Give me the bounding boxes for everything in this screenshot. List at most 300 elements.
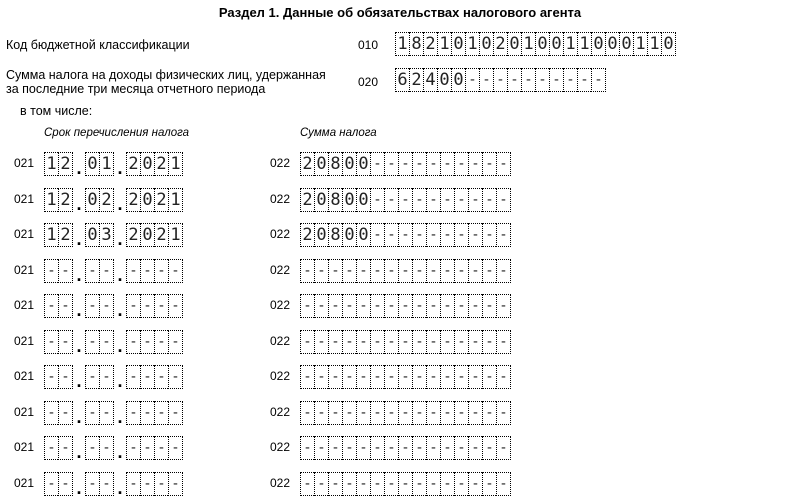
day-digit-cell[interactable]: 2 [58,188,73,212]
month-digit-cell[interactable]: - [85,330,99,354]
payment-date-field[interactable] [44,152,183,176]
month-digit-cell[interactable]: - [99,401,114,425]
amount-digit-cell[interactable]: - [440,365,454,389]
year-digit-cell[interactable]: - [126,294,140,318]
kbk-digit-cell[interactable]: 0 [549,32,563,56]
amount-digit-cell[interactable]: - [398,365,412,389]
date-line-code: 021 [14,475,35,490]
year-digit-cell[interactable]: - [154,436,168,460]
tax-sum-digit-cell[interactable]: - [549,68,563,92]
amount-digit-cell[interactable]: - [454,223,468,247]
amount-digit-cell[interactable]: 2 [300,152,314,176]
amount-digit-cell[interactable]: - [412,152,426,176]
amount-digit-cell[interactable]: - [384,365,398,389]
day-digit-cell[interactable]: 1 [44,152,58,176]
amount-digit-cell[interactable]: 0 [314,188,328,212]
amount-digit-cell[interactable]: - [412,330,426,354]
year-digit-cell[interactable]: 0 [140,223,154,247]
amount-digit-cell[interactable]: - [482,223,496,247]
amount-digit-cell[interactable]: - [398,472,412,496]
payment-amount-field[interactable] [300,259,511,283]
amount-digit-cell[interactable]: - [440,223,454,247]
tax-sum-digit-cell[interactable]: - [563,68,577,92]
amount-digit-cell[interactable]: - [412,436,426,460]
amount-digit-cell[interactable]: - [300,365,314,389]
payment-date-field[interactable] [44,330,183,354]
amount-digit-cell[interactable]: - [398,294,412,318]
amount-digit-cell[interactable]: - [398,330,412,354]
tax-sum-digit-cell[interactable]: - [591,68,606,92]
amount-digit-cell[interactable]: - [370,294,384,318]
amount-digit-cell[interactable]: - [398,223,412,247]
amount-digit-cell[interactable]: - [454,259,468,283]
amount-digit-cell[interactable]: - [412,188,426,212]
amount-digit-cell[interactable]: - [370,223,384,247]
amount-digit-cell[interactable]: - [496,259,511,283]
month-digit-cell[interactable]: 0 [85,188,99,212]
amount-digit-cell[interactable]: - [384,294,398,318]
amount-digit-cell[interactable]: - [314,259,328,283]
amount-digit-cell[interactable]: - [468,188,482,212]
payment-date-field[interactable] [44,188,183,212]
day-digit-cell[interactable]: 2 [58,223,73,247]
kbk-digit-cell[interactable]: 2 [493,32,507,56]
year-digit-cell[interactable]: - [140,365,154,389]
kbk-digit-cell[interactable]: 8 [409,32,423,56]
amount-digit-cell[interactable]: - [496,223,511,247]
payment-date-field[interactable] [44,436,183,460]
month-digit-cell[interactable]: - [85,259,99,283]
amount-digit-cell[interactable]: - [496,436,511,460]
year-digit-cell[interactable]: - [154,365,168,389]
month-digit-cell[interactable]: 3 [99,223,114,247]
amount-digit-cell[interactable]: - [300,259,314,283]
amount-digit-cell[interactable]: - [482,152,496,176]
day-digit-cell[interactable]: - [44,436,58,460]
year-digit-cell[interactable]: 2 [154,152,168,176]
amount-digit-cell[interactable]: - [412,259,426,283]
amount-digit-cell[interactable]: 0 [356,152,370,176]
amount-digit-cell[interactable]: - [454,436,468,460]
amount-digit-cell[interactable]: - [370,330,384,354]
kbk-digit-cell[interactable]: 0 [535,32,549,56]
amount-digit-cell[interactable]: - [342,330,356,354]
amount-digit-cell[interactable]: - [482,401,496,425]
amount-digit-cell[interactable]: - [398,401,412,425]
day-digit-cell[interactable]: - [44,330,58,354]
kbk-digit-cell[interactable]: 2 [423,32,437,56]
year-digit-cell[interactable]: - [168,259,183,283]
amount-digit-cell[interactable]: 0 [356,223,370,247]
amount-digit-cell[interactable]: - [426,401,440,425]
amount-digit-cell[interactable]: - [454,401,468,425]
tax-sum-digit-cell[interactable]: 0 [451,68,465,92]
amount-digit-cell[interactable]: - [398,188,412,212]
month-digit-cell[interactable]: - [99,365,114,389]
amount-digit-cell[interactable]: - [300,294,314,318]
year-digit-cell[interactable]: - [154,259,168,283]
amount-digit-cell[interactable]: - [314,330,328,354]
year-digit-cell[interactable]: - [140,472,154,496]
day-digit-cell[interactable]: - [44,259,58,283]
amount-digit-cell[interactable]: - [342,401,356,425]
amount-digit-cell[interactable]: - [482,259,496,283]
year-digit-cell[interactable]: 1 [168,152,183,176]
amount-digit-cell[interactable]: - [412,294,426,318]
payment-amount-field[interactable] [300,436,511,460]
payment-date-field[interactable] [44,223,183,247]
month-digit-cell[interactable]: 1 [99,152,114,176]
amount-digit-cell[interactable]: - [440,472,454,496]
amount-digit-cell[interactable]: - [454,294,468,318]
day-digit-cell[interactable]: - [58,294,73,318]
amount-digit-cell[interactable]: - [496,365,511,389]
tax-sum-digit-cell[interactable]: - [577,68,591,92]
amount-digit-cell[interactable]: - [384,259,398,283]
year-digit-cell[interactable]: - [168,365,183,389]
amount-digit-cell[interactable]: 8 [328,223,342,247]
month-digit-cell[interactable]: - [85,472,99,496]
amount-digit-cell[interactable]: - [426,223,440,247]
year-digit-cell[interactable]: - [154,472,168,496]
amount-digit-cell[interactable]: - [426,294,440,318]
amount-digit-cell[interactable]: 8 [328,188,342,212]
amount-digit-cell[interactable]: - [370,152,384,176]
year-digit-cell[interactable]: - [140,294,154,318]
amount-digit-cell[interactable]: - [440,188,454,212]
amount-digit-cell[interactable]: 0 [314,152,328,176]
kbk-digit-cell[interactable]: 1 [395,32,409,56]
day-digit-cell[interactable]: - [44,365,58,389]
kbk-field[interactable] [395,32,676,56]
amount-digit-cell[interactable]: - [482,472,496,496]
amount-digit-cell[interactable]: - [370,472,384,496]
year-digit-cell[interactable]: 2 [154,188,168,212]
amount-digit-cell[interactable]: - [328,472,342,496]
amount-digit-cell[interactable]: - [300,472,314,496]
amount-line-code: 022 [270,369,291,383]
month-digit-cell[interactable]: - [99,436,114,460]
amount-digit-cell[interactable]: - [370,365,384,389]
amount-digit-cell[interactable]: - [440,436,454,460]
year-digit-cell[interactable]: 2 [126,223,140,247]
amount-digit-cell[interactable]: 2 [300,223,314,247]
amount-digit-cell[interactable]: - [384,223,398,247]
tax-sum-digit-cell[interactable]: - [493,68,507,92]
year-digit-cell[interactable]: 1 [168,223,183,247]
year-digit-cell[interactable]: - [126,259,140,283]
amount-digit-cell[interactable]: - [328,294,342,318]
amount-digit-cell[interactable]: - [300,330,314,354]
amount-digit-cell[interactable]: - [412,401,426,425]
amount-digit-cell[interactable]: - [468,401,482,425]
amount-digit-cell[interactable]: - [426,472,440,496]
amount-digit-cell[interactable]: - [398,152,412,176]
date-line-code: 021 [14,191,35,206]
amount-digit-cell[interactable]: - [342,365,356,389]
amount-digit-cell[interactable]: - [314,472,328,496]
month-digit-cell[interactable]: - [85,365,99,389]
amount-digit-cell[interactable]: - [356,365,370,389]
payment-amount-field[interactable] [300,294,511,318]
amount-digit-cell[interactable]: - [356,294,370,318]
year-digit-cell[interactable]: - [168,436,183,460]
year-digit-cell[interactable]: 2 [154,223,168,247]
payment-amount-field[interactable] [300,188,511,212]
amount-digit-cell[interactable]: - [468,436,482,460]
payment-amount-field[interactable] [300,152,511,176]
month-digit-cell[interactable]: 2 [99,188,114,212]
amount-digit-cell[interactable]: - [356,436,370,460]
day-digit-cell[interactable]: 2 [58,152,73,176]
amount-digit-cell[interactable]: - [328,330,342,354]
amount-digit-cell[interactable]: - [426,436,440,460]
amount-digit-cell[interactable]: - [440,330,454,354]
amount-digit-cell[interactable]: - [468,294,482,318]
year-digit-cell[interactable]: 2 [126,152,140,176]
day-digit-cell[interactable]: - [58,436,73,460]
day-digit-cell[interactable]: - [58,472,73,496]
tax-sum-digit-cell[interactable]: 0 [437,68,451,92]
date-line-code: 021 [14,333,35,348]
amount-digit-cell[interactable]: - [468,330,482,354]
day-digit-cell[interactable]: 1 [44,188,58,212]
kbk-digit-cell[interactable]: 0 [619,32,633,56]
year-digit-cell[interactable]: - [126,436,140,460]
kbk-digit-cell[interactable]: 1 [563,32,577,56]
amount-digit-cell[interactable]: - [496,188,511,212]
amount-digit-cell[interactable]: - [482,330,496,354]
year-digit-cell[interactable]: - [126,330,140,354]
amount-digit-cell[interactable]: - [356,330,370,354]
year-digit-cell[interactable]: - [126,401,140,425]
year-digit-cell[interactable]: - [140,330,154,354]
amount-digit-cell[interactable]: - [384,472,398,496]
amount-digit-cell[interactable]: - [384,436,398,460]
amount-line-code: 022 [270,156,291,170]
amount-digit-cell[interactable]: - [356,259,370,283]
year-digit-cell[interactable]: - [154,330,168,354]
amount-digit-cell[interactable]: - [482,188,496,212]
day-digit-cell[interactable]: - [58,401,73,425]
amount-digit-cell[interactable]: - [412,472,426,496]
payment-row [0,434,800,462]
payment-amount-field[interactable] [300,401,511,425]
amount-digit-cell[interactable]: - [398,436,412,460]
kbk-digit-cell[interactable]: 0 [591,32,605,56]
year-digit-cell[interactable]: - [140,401,154,425]
amount-digit-cell[interactable]: - [412,365,426,389]
amount-digit-cell[interactable]: - [342,294,356,318]
amount-digit-cell[interactable]: - [482,436,496,460]
amount-digit-cell[interactable]: - [468,152,482,176]
date-separator: . [76,264,82,285]
amount-digit-cell[interactable]: - [328,436,342,460]
day-digit-cell[interactable]: 1 [44,223,58,247]
tax-sum-digit-cell[interactable]: - [465,68,479,92]
tax-sum-digit-cell[interactable]: - [479,68,493,92]
amount-digit-cell[interactable]: - [440,294,454,318]
amount-digit-cell[interactable]: - [412,223,426,247]
kbk-digit-cell[interactable]: 0 [507,32,521,56]
amount-digit-cell[interactable]: - [440,401,454,425]
amount-digit-cell[interactable]: - [468,365,482,389]
amount-digit-cell[interactable]: - [328,401,342,425]
amount-digit-cell[interactable]: - [454,330,468,354]
payment-date-field[interactable] [44,294,183,318]
amount-digit-cell[interactable]: - [314,436,328,460]
date-separator: . [76,335,82,356]
month-digit-cell[interactable]: 0 [85,152,99,176]
amount-digit-cell[interactable]: 0 [342,152,356,176]
kbk-digit-cell[interactable]: 1 [465,32,479,56]
amount-digit-cell[interactable]: - [314,365,328,389]
year-digit-cell[interactable]: - [154,401,168,425]
amount-digit-cell[interactable]: - [468,472,482,496]
amount-digit-cell[interactable]: - [328,365,342,389]
amount-digit-cell[interactable]: - [398,259,412,283]
day-digit-cell[interactable]: - [58,259,73,283]
year-digit-cell[interactable]: 0 [140,152,154,176]
month-digit-cell[interactable]: - [85,294,99,318]
amount-digit-cell[interactable]: - [426,365,440,389]
amount-digit-cell[interactable]: - [384,188,398,212]
payment-date-field[interactable] [44,259,183,283]
amount-digit-cell[interactable]: - [496,472,511,496]
payment-amount-field[interactable] [300,365,511,389]
tax-sum-field[interactable] [395,68,606,92]
amount-digit-cell[interactable]: - [370,259,384,283]
payment-date-field[interactable] [44,472,183,496]
month-digit-cell[interactable]: - [99,472,114,496]
year-digit-cell[interactable]: - [168,294,183,318]
day-digit-cell[interactable]: - [44,401,58,425]
amount-digit-cell[interactable]: 0 [314,223,328,247]
month-digit-cell[interactable]: - [85,436,99,460]
payment-row [0,470,800,498]
kbk-digit-cell[interactable]: 1 [577,32,591,56]
year-digit-cell[interactable]: - [140,259,154,283]
month-digit-cell[interactable]: - [99,294,114,318]
amount-digit-cell[interactable]: - [440,259,454,283]
kbk-digit-cell[interactable]: 1 [647,32,661,56]
payment-amount-field[interactable] [300,472,511,496]
year-digit-cell[interactable]: 1 [168,188,183,212]
kbk-digit-cell[interactable]: 1 [437,32,451,56]
year-digit-cell[interactable]: - [168,330,183,354]
payment-amount-field[interactable] [300,223,511,247]
tax-sum-digit-cell[interactable]: - [507,68,521,92]
amount-digit-cell[interactable]: - [426,259,440,283]
amount-line-code: 022 [270,191,291,206]
month-digit-cell[interactable]: - [99,259,114,283]
day-digit-cell[interactable]: - [44,294,58,318]
day-digit-cell[interactable]: - [44,472,58,496]
amount-digit-cell[interactable]: - [384,152,398,176]
amount-digit-cell[interactable]: - [454,188,468,212]
year-digit-cell[interactable]: 2 [126,188,140,212]
kbk-digit-cell[interactable]: 1 [521,32,535,56]
month-digit-cell[interactable]: - [85,401,99,425]
amount-digit-cell[interactable]: - [468,223,482,247]
amount-digit-cell[interactable]: 0 [356,188,370,212]
tax-sum-digit-cell[interactable]: 6 [395,68,409,92]
kbk-digit-cell[interactable]: 0 [661,32,676,56]
amount-digit-cell[interactable]: - [370,401,384,425]
amount-digit-cell[interactable]: - [496,401,511,425]
tax-sum-digit-cell[interactable]: - [535,68,549,92]
amount-digit-cell[interactable]: - [496,330,511,354]
payment-date-field[interactable] [44,401,183,425]
kbk-digit-cell[interactable]: 0 [451,32,465,56]
amount-digit-cell[interactable]: - [300,436,314,460]
amount-digit-cell[interactable]: 2 [300,188,314,212]
amount-digit-cell[interactable]: - [454,472,468,496]
amount-digit-cell[interactable]: - [496,294,511,318]
year-digit-cell[interactable]: - [140,436,154,460]
year-digit-cell[interactable]: 0 [140,188,154,212]
tax-sum-digit-cell[interactable]: - [521,68,535,92]
amount-digit-cell[interactable]: 0 [342,223,356,247]
date-separator: . [117,371,123,391]
year-digit-cell[interactable]: - [126,365,140,389]
amount-digit-cell[interactable]: - [440,152,454,176]
tax-sum-digit-cell[interactable]: 2 [409,68,423,92]
date-separator: . [117,193,123,214]
amount-digit-cell[interactable]: - [342,259,356,283]
year-digit-cell[interactable]: - [168,472,183,496]
amount-digit-cell[interactable]: - [468,259,482,283]
amount-digit-cell[interactable]: - [300,401,314,425]
kbk-digit-cell[interactable]: 0 [479,32,493,56]
amount-digit-cell[interactable]: - [356,472,370,496]
amount-digit-cell[interactable]: - [356,401,370,425]
year-digit-cell[interactable]: - [154,294,168,318]
kbk-digit-cell[interactable]: 1 [633,32,647,56]
amount-digit-cell[interactable]: - [482,294,496,318]
amount-digit-cell[interactable]: - [496,152,511,176]
amount-digit-cell[interactable]: - [454,152,468,176]
amount-digit-cell[interactable]: - [328,259,342,283]
year-digit-cell[interactable]: - [126,472,140,496]
month-digit-cell[interactable]: 0 [85,223,99,247]
amount-digit-cell[interactable]: - [384,330,398,354]
amount-digit-cell[interactable]: - [314,294,328,318]
payment-date-field[interactable] [44,365,183,389]
amount-digit-cell[interactable]: - [314,401,328,425]
amount-digit-cell[interactable]: - [426,330,440,354]
tax-sum-digit-cell[interactable]: 4 [423,68,437,92]
amount-digit-cell[interactable]: - [342,436,356,460]
amount-digit-cell[interactable]: - [370,436,384,460]
amount-digit-cell[interactable]: - [342,472,356,496]
payment-amount-field[interactable] [300,330,511,354]
day-digit-cell[interactable]: - [58,365,73,389]
month-digit-cell[interactable]: - [99,330,114,354]
year-digit-cell[interactable]: - [168,401,183,425]
day-digit-cell[interactable]: - [58,330,73,354]
amount-digit-cell[interactable]: - [482,365,496,389]
amount-digit-cell[interactable]: - [370,188,384,212]
amount-digit-cell[interactable]: - [426,188,440,212]
amount-digit-cell[interactable]: - [384,401,398,425]
amount-digit-cell[interactable]: 0 [342,188,356,212]
kbk-digit-cell[interactable]: 0 [605,32,619,56]
date-separator: . [76,477,82,498]
amount-digit-cell[interactable]: - [454,365,468,389]
amount-digit-cell[interactable]: - [426,152,440,176]
amount-digit-cell[interactable]: 8 [328,152,342,176]
